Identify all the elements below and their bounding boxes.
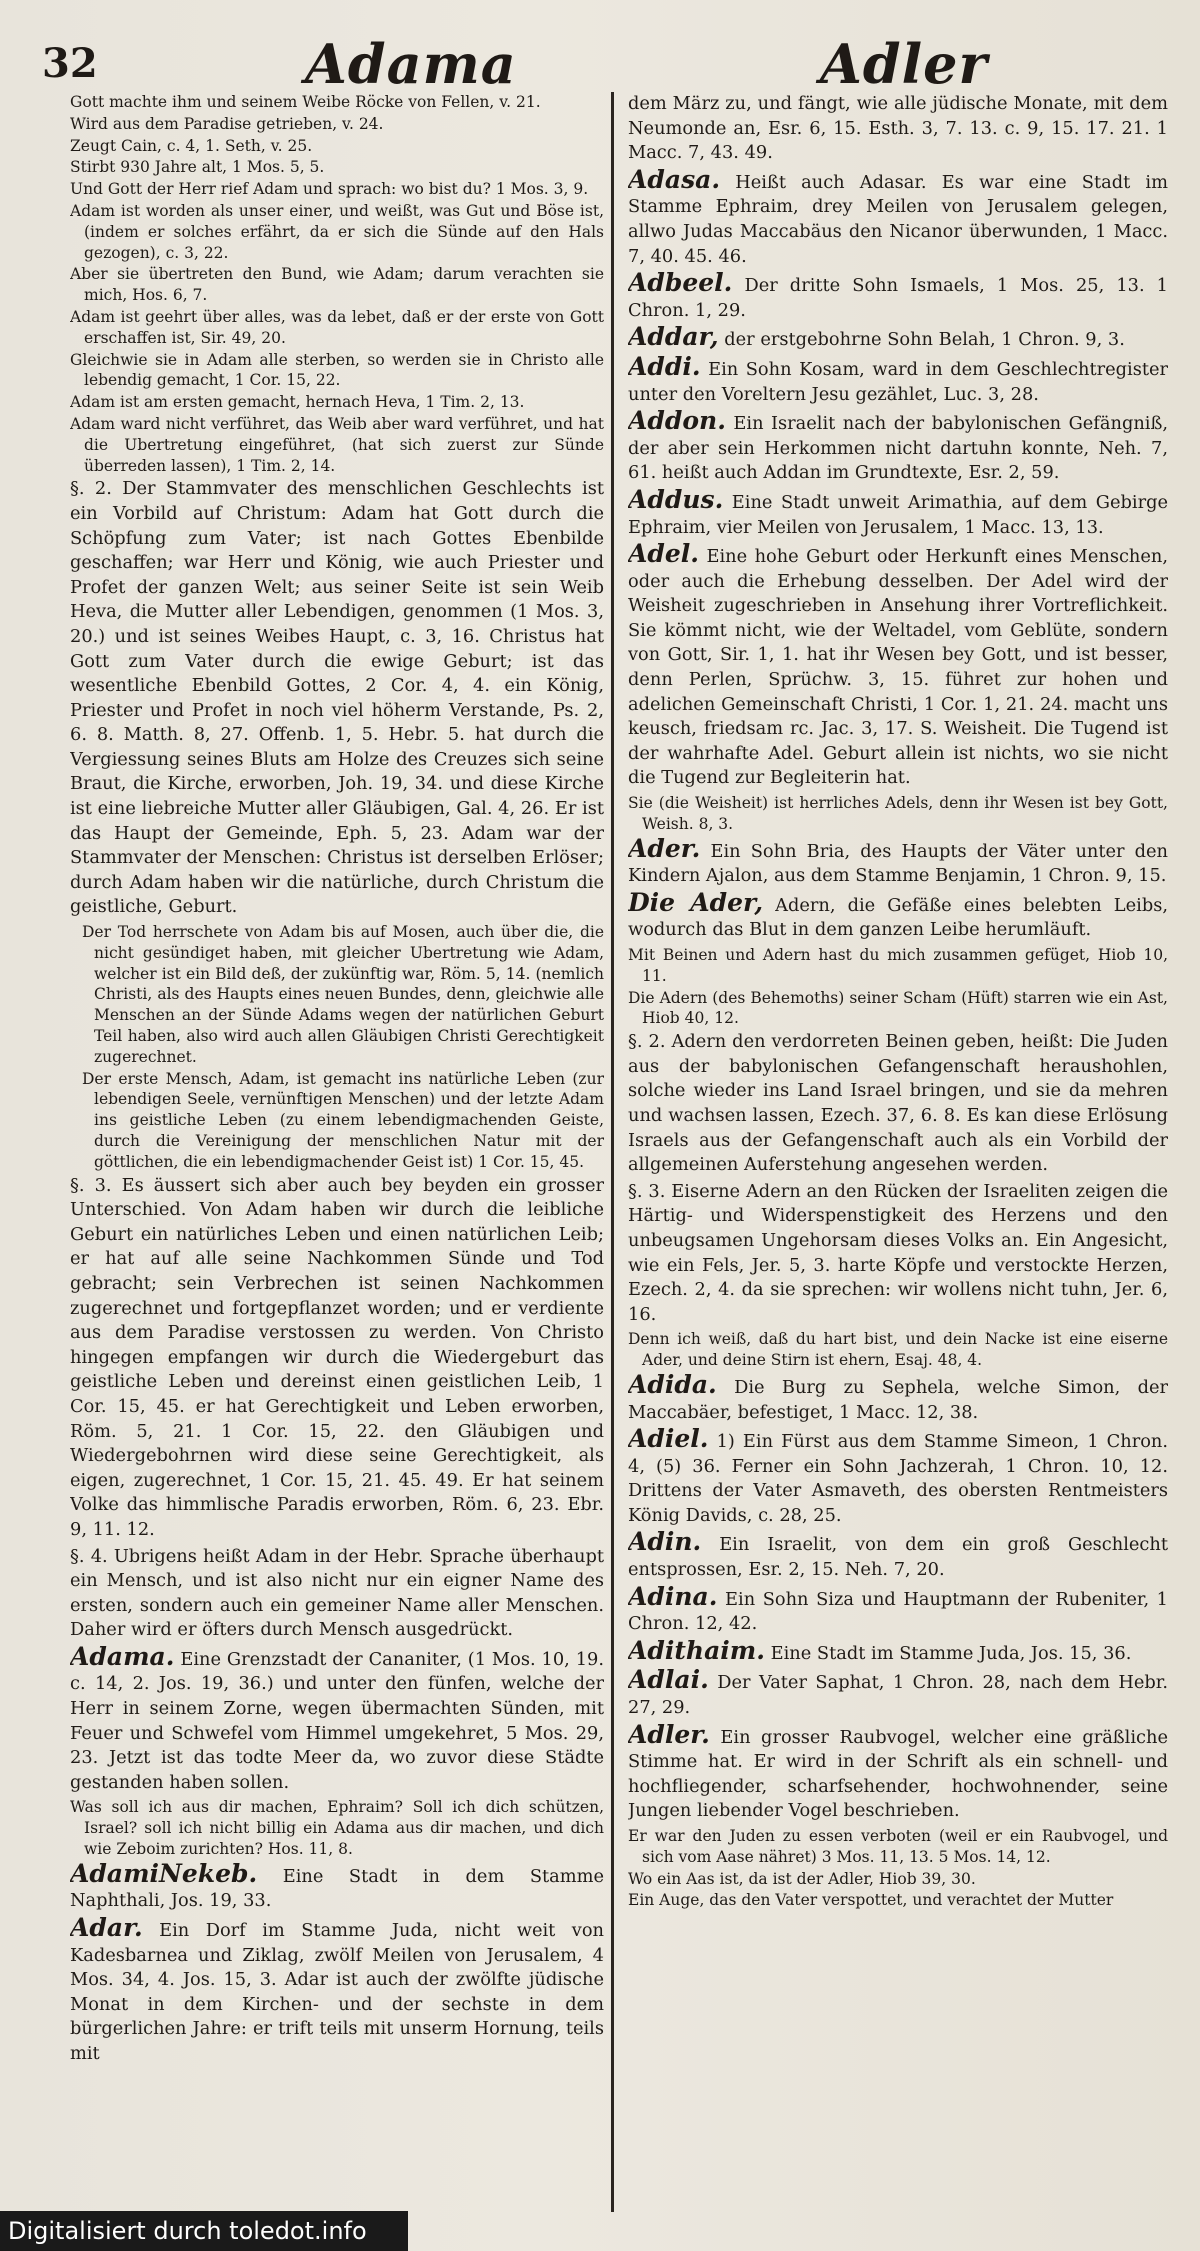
paragraph: §. 4. Ubrigens heißt Adam in der Hebr. Sprache überhaupt ein Mensch, und ist also nicht nur ein eigner Name des ersten, sondern auch ein gemeiner Name aller Menschen. Daher wird er öfters durch Mensch ausgedrückt. [70,1545,604,1641]
right-column [628,92,1168,2222]
dictionary-entry [628,484,1168,540]
entry-headword: Adlai. [628,1665,709,1695]
dictionary-entry [628,268,1168,323]
dictionary-entry [628,1369,1168,1425]
entry-text: Heißt auch Adasar. Es war eine Stadt im Stamme Ephraim, drey Meilen von Jerusalem gelegen, allwo Judas Maccabäus den Nicanor überwunden, 1 Macc. 7, 40. 45. 46. [628,171,1168,267]
dictionary-entry [70,1641,604,1796]
entry-text: Eine Stadt unweit Arimathia, auf dem Gebirge Ephraim, vier Meilen von Jerusalem, 1 Macc. 13, 13. [628,491,1168,538]
citation-line: Wo ein Aas ist, da ist der Adler, Hiob 39, 30. [628,1869,976,1888]
entry-text: Ein grosser Raubvogel, welcher eine gräßliche Stimme hat. Er wird in der Schrift als ein schnell- und hochfliegender, scharfsehender, hochwohnender, seine Jungen liebender Vogel beschrieben. [628,1726,1168,1822]
entry-headword: Addon. [628,406,726,436]
citation-line: Wird aus dem Paradise getrieben, v. 24. [70,114,384,133]
dictionary-entry [628,1635,1168,1667]
entry-headword: Ader. [628,833,701,863]
citation-line: Die Adern (des Behemoths) seiner Scham (Hüft) starren wie ein Ast, Hiob 40, 12. [628,988,1168,1028]
dictionary-entry [70,1913,604,2067]
entry-headword: Adida. [628,1369,717,1399]
citation-line: Adam ward nicht verführet, das Weib aber ward verführet, und hat die Ubertretung eingeführet, (hat sich zuerst zur Sünde überreden lassen), 1 Tim. 2, 14. [70,414,604,475]
citation-line: Gleichwie sie in Adam alle sterben, so werden sie in Christo alle lebendig gemacht, 1 Cor. 15, 22. [70,350,604,390]
entry-headword: Adina. [628,1581,718,1611]
entry-text: der erstgebohrne Sohn Belah, 1 Chron. 9, 3. [718,329,1125,351]
entry-text: Eine Stadt im Stamme Juda, Jos. 15, 36. [764,1642,1132,1664]
dictionary-entry [628,1665,1168,1720]
entry-text: Ein Sohn Siza und Hauptmann der Rubeniter, 1 Chron. 12, 42. [628,1588,1168,1635]
entry-headword: Adler. [628,1719,710,1749]
right-headword: Adler [820,32,988,96]
entry-headword: Die Ader, [628,887,764,917]
citation-line: Aber sie übertreten den Bund, wie Adam; darum verachten sie mich, Hos. 6, 7. [70,265,604,305]
citation-line: Gott machte ihm und seinem Weibe Röcke von Fellen, v. 21. [70,93,541,111]
entry-headword: Adel. [628,539,699,569]
dictionary-entry [70,1858,604,1914]
dictionary-entry [628,351,1168,407]
entry-text: Eine hohe Geburt oder Herkunft eines Menschen, oder auch die Erhebung desselben. Der Adel wird der Weisheit zugeschrieben in Ansehung ihrer Vortreflichkeit. Sie kömmt nicht, wie der Weltadel, vom Geblüte, sondern von Gott, Sir. 1, 1. hat ihr Wesen bey Gott, und ist besser, denn Perlen, Sprüchw. 3, 15. führet zur hohen und adelichen Gemeinschaft Christi, 1 Cor. 1, 21. 24. macht uns keusch, friedsam rc. Jac. 3, 17. S. Weisheit. Die Tugend ist der wahrhafte Adel. Geburt allein ist nichts, wo sie nicht die Tugend zur Begleiterin hat. [628,546,1168,789]
dictionary-entry [628,1424,1168,1528]
entry-text: Ein Sohn Kosam, ward in dem Geschlechtregister unter den Voreltern Jesu gezählet, Luc. 3, 28. [628,358,1168,405]
citation-line: Adam ist geehrt über alles, was da lebet, daß er der erste von Gott erschaffen ist, Sir. 49, 20. [70,307,604,347]
dictionary-entry [628,164,1168,269]
citation-line: Mit Beinen und Adern hast du mich zusammen gefüget, Hiob 10, 11. [628,946,1168,985]
entry-text: 1) Ein Fürst aus dem Stamme Simeon, 1 Chron. 4, (5) 36. Ferner ein Sohn Jachzerah, 1 Chron. 10, 12. Drittens der Vater Asmaveth, des obersten Rentmeisters König Davids, c. 28, 25. [628,1431,1168,1526]
digitization-credit: Digitalisiert durch toledot.info [0,2211,408,2251]
entry-headword: Adama. [70,1641,175,1671]
paragraph: dem März zu, und fängt, wie alle jüdische Monate, mit dem Neumonde an, Esr. 6, 15. Esth. 3, 7. 13. c. 9, 15. 17. 21. 1 Macc. 7, 43. 49. [628,93,1168,164]
entry-text: Ein Israelit nach der babylonischen Gefängniß, der aber sein Herkommen nicht dartuhn konnte, Neh. 7, 61. heißt auch Addan im Grundtexte, Esr. 2, 59. [628,413,1168,484]
left-column [70,92,604,2222]
entry-text: Ein Sohn Bria, des Haupts der Väter unter den Kindern Ajalon, aus dem Stamme Benjamin, 1 Chron. 9, 15. [628,840,1168,887]
entry-text: Ein Israelit, von dem ein groß Geschlecht entsprossen, Esr. 2, 15. Neh. 7, 20. [628,1534,1168,1581]
entry-text: Eine Grenzstadt der Cananiter, (1 Mos. 10, 19. c. 14, 2. Jos. 19, 36.) und unter den fünfen, welche der Herr in seinem Zorne, wegen übermachten Sünden, mit Feuer und Schwefel vom Himmel umgekehret, 5 Mos. 29, 23. Jetzt ist das todte Meer da, wo zuvor diese Städte gestanden haben sollen. [70,1648,604,1793]
dictionary-entry [628,406,1168,486]
entry-text: Der Vater Saphat, 1 Chron. 28, nach dem Hebr. 27, 29. [628,1672,1168,1719]
paragraph: §. 2. Der Stammvater des menschlichen Geschlechts ist ein Vorbild auf Christum: Adam hat Gott durch die Schöpfung zum Vater; ist nach Gottes Ebenbilde geschaffen; war Herr und König, wie auch Priester und Profet der ganzen Welt; aus seiner Seite ist sein Weib Heva, die Mutter aller Lebendigen, genommen (1 Mos. 3, 20.) und ist seines Weibes Haupt, c. 3, 16. Christus hat Gott zum Vater durch die ewige Geburt; ist das wesentliche Ebenbild Gottes, 2 Cor. 4, 4. ein König, Priester und Profet in noch viel höherm Verstande, Ps. 2, 6. 8. Matth. 8, 27. Offenb. 1, 5. Hebr. 5. hat durch die Vergiessung seines Bluts am Holze des Creuzes sich seine Braut, die Kirche, erworben, Joh. 19, 34. und diese Kirche ist eine liebreiche Mutter aller Gläubigen, Gal. 4, 26. Er ist das Haupt der Gemeinde, Eph. 5, 23. Adam war der Stammvater der Menschen: Christus ist derselben Erlöser; durch Adam haben wir die natürliche, durch Christum die geistliche, Geburt. [70,478,604,918]
dictionary-entry [628,1581,1168,1637]
entry-text: Eine Stadt in dem Stamme Naphthali, Jos. 19, 33. [70,1865,604,1912]
entry-text: Ein Dorf im Stamme Juda, nicht weit von Kadesbarnea und Ziklag, zwölf Meilen von Jerusalem, 4 Mos. 34, 4. Jos. 15, 3. Adar ist auch der zwölfte jüdische Monat in dem Kirchen- und der sechste in dem bürgerlichen Jahre: er trift teils mit unserm Hornung, teils mit [70,1920,604,2064]
note-paragraph: Der erste Mensch, Adam, ist gemacht ins natürliche Leben (zur lebendigen Seele, vernünftigen Menschen) und der letzte Adam ins geistliche Leben (zu einem lebendigmachenden Geiste, durch die Vereinigung der menschlichen Natur mit der göttlichen, die ein lebendigmachender Geist ist) 1 Cor. 15, 45. [82,1069,604,1171]
citation-line: Und Gott der Herr rief Adam und sprach: wo bist du? 1 Mos. 3, 9. [70,180,589,199]
dictionary-entry [628,322,1168,353]
entry-headword: Addus. [628,484,724,514]
dictionary-entry [628,887,1168,943]
page-number: 32 [42,40,98,87]
entry-headword: Adin. [628,1527,702,1557]
dictionary-entry [628,539,1168,791]
citation-line: Sie (die Weisheit) ist herrliches Adels, denn ihr Wesen ist bey Gott, Weish. 8, 3. [628,794,1168,833]
entry-headword: AdamiNekeb. [70,1858,258,1888]
citation-line: Was soll ich aus dir machen, Ephraim? Soll ich dich schützen, Israel? soll ich nicht billig ein Adama aus dir machen, und dich wie Zeboim zurichten? Hos. 11, 8. [70,1798,604,1859]
dictionary-entry [628,833,1168,889]
dictionary-entry [628,1719,1168,1824]
citation-line: Denn ich weiß, daß du hart bist, und dein Nacke ist eine eiserne Ader, und deine Stirn ist ehern, Esaj. 48, 4. [628,1330,1168,1370]
paragraph: §. 3. Es äussert sich aber auch bey beyden ein grosser Unterschied. Von Adam haben wir durch die leibliche Geburt ein natürliches Leben und einen natürlichen Leib; er hat auf alle seine Nachkommen Sünde und Tod gebracht; sein Verbrechen ist seinen Nachkommen zugerechnet und fortgepflanzet worden; und er verdiente aus dem Paradise verstossen zu werden. Von Christo hingegen empfangen wir durch die Wiedergeburt das geistliche Leben und dereinst einen geistlichen Leib, 1 Cor. 15, 45. er hat Gerechtigkeit und Leben erworben, Röm. 5, 21. 1 Cor. 15, 22. den Gläubigen und Wiedergebohrnen wird diese seine Gerechtigkeit, als eigen, zugerechnet, 1 Cor. 15, 21. 45. 49. Er hat seinem Volke das himmlische Paradis erworben, Röm. 6, 23. Ebr. 9, 11. 12. [70,1174,604,1540]
entry-text: Adern, die Gefäße eines belebten Leibs, wodurch das Blut in dem ganzen Leibe herumläuft. [628,894,1168,941]
citation-line: Ein Auge, das den Vater verspottet, und verachtet der Mutter [628,1891,1114,1910]
column-divider [611,92,614,2212]
citation-line: Adam ist worden als unser einer, und weißt, was Gut und Böse ist, (indem er solches erfährt, da er sich die Sünde auf den Hals gezogen), c. 3, 22. [70,201,604,262]
dictionary-entry [628,1527,1168,1582]
entry-headword: Adar. [70,1913,143,1943]
paragraph: §. 2. Adern den verdorreten Beinen geben, heißt: Die Juden aus der babylonischen Gefangenschaft heraushohlen, solche wieder ins Land Israel bringen, und sie da mehren und wachsen lassen, Ezech. 37, 6. 8. Es kan diese Erlösung Israels aus der Gefangenschaft auch als ein Vorbild der allgemeinen Auferstehung angesehen werden. [628,1031,1168,1176]
citation-line: Er war den Juden zu essen verboten (weil er ein Raubvogel, und sich vom Aase nähret) 3 Mos. 11, 13. 5 Mos. 14, 12. [628,1827,1168,1866]
entry-headword: Addi. [628,351,701,381]
note-paragraph: Der Tod herrschete von Adam bis auf Mosen, auch über die, die nicht gesündiget haben, mit gleicher Ubertretung wie Adam, welcher ist ein Bild deß, der zukünftig war, Röm. 5, 14. (nemlich Christi, als des Haupts eines neuen Bundes, denn, gleichwie alle Menschen an der Sünde Adams wegen der natürlichen Geburt Teil haben, also wird auch allen Gläubigen Christi Gerechtigkeit zugerechnet. [82,923,604,1066]
entry-headword: Addar, [628,322,719,352]
entry-text: Der dritte Sohn Ismaels, 1 Mos. 25, 13. 1 Chron. 1, 29. [628,275,1168,321]
entry-headword: Adiel. [628,1424,709,1454]
entry-text: Die Burg zu Sephela, welche Simon, der Maccabäer, befestiget, 1 Macc. 12, 38. [628,1376,1168,1423]
paragraph: §. 3. Eiserne Adern an den Rücken der Israeliten zeigen die Härtig- und Widerspenstigkeit des Herzens und den unbeugsamen Ungehorsam dieses Volks an. Ein Angesicht, wie ein Fels, Jer. 5, 3. harte Köpfe und verstockte Herzen, Ezech. 2, 4. da sie sprechen: wir wollens nicht tuhn, Jer. 6, 16. [628,1180,1168,1325]
left-headword: Adama [305,32,517,96]
citation-line: Stirbt 930 Jahre alt, 1 Mos. 5, 5. [70,158,325,177]
citation-line: Adam ist am ersten gemacht, hernach Heva, 1 Tim. 2, 13. [70,393,525,412]
entry-headword: Adithaim. [628,1635,765,1665]
running-header [0,22,1200,96]
citation-line: Zeugt Cain, c. 4, 1. Seth, v. 25. [70,136,313,155]
entry-headword: Adasa. [628,164,721,194]
entry-headword: Adbeel. [628,268,733,298]
